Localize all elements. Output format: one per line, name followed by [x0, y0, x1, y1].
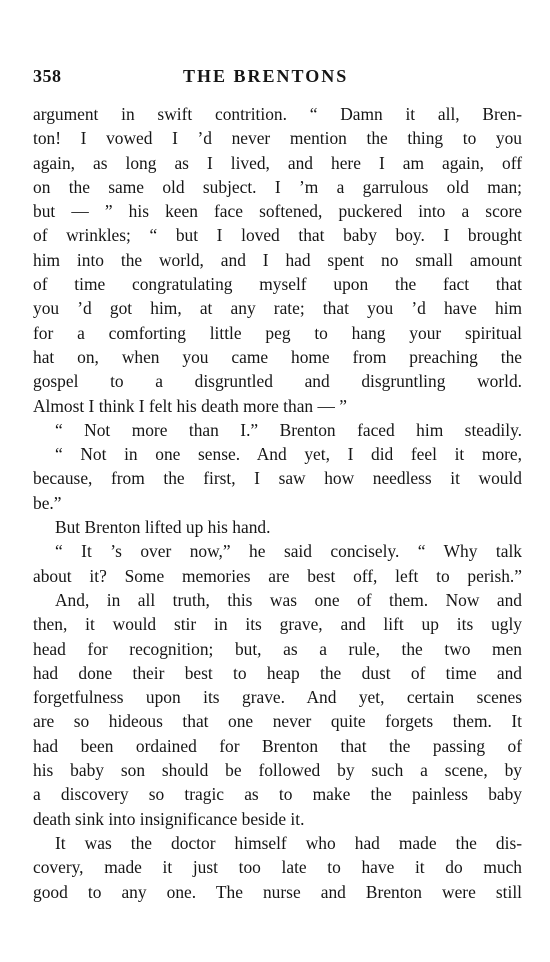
text-line: but — ” his keen face softened, puckered into a score [33, 201, 522, 222]
text-line: “ Not in one sense. And yet, I did feel it more, [55, 444, 522, 465]
text-line: again, as long as I lived, and here I am again, off [33, 152, 522, 173]
text-line: a discovery so tragic as to make the painless baby [33, 784, 522, 805]
text-line: And, in all truth, this was one of them. Now and [55, 589, 522, 610]
text-line: “ It ’s over now,” he said concisely. “ Why talk [55, 541, 522, 562]
text-line: head for recognition; but, as a rule, the two men [33, 638, 522, 659]
text-line: because, from the first, I saw how needless it would [33, 468, 522, 489]
text-line: argument in swift contrition. “ Damn it all, Bren- [33, 104, 522, 124]
text-line: be.” [33, 492, 62, 513]
text-line: ton! I vowed I ’d never mention the thing to you [33, 128, 522, 149]
page-number: 358 [33, 66, 62, 86]
text-line: hat on, when you came home from preaching the [33, 346, 522, 367]
text-line: on the same old subject. I ’m a garrulous old man; [33, 176, 522, 197]
running-title: THE BRENTONS [183, 66, 349, 86]
running-head [33, 66, 522, 94]
text-line: him into the world, and I had spent no small amount [33, 249, 522, 270]
text-line: of wrinkles; “ but I loved that baby boy. I brought [33, 225, 522, 246]
text-line: of time congratulating myself upon the fact that [33, 274, 522, 295]
text-line: death sink into insignificance beside it. [33, 808, 305, 829]
text-line: are so hideous that one never quite forgets them. It [33, 711, 522, 732]
text-line: you ’d got him, at any rate; that you ’d have him [33, 298, 522, 319]
text-line: about it? Some memories are best off, left to perish.” [33, 565, 522, 586]
text-line: then, it would stir in its grave, and lift up its ugly [33, 614, 522, 635]
text-line: gospel to a disgruntled and disgruntling world. [33, 371, 522, 392]
text-line: had been ordained for Brenton that the passing of [33, 735, 522, 756]
text-line: Almost I think I felt his death more than — ” [33, 395, 347, 416]
text-line: his baby son should be followed by such a scene, by [33, 760, 522, 781]
text-line: forgetfulness upon its grave. And yet, certain scenes [33, 687, 522, 708]
text-line: good to any one. The nurse and Brenton were still [33, 881, 522, 902]
text-line: covery, made it just too late to have it do much [33, 857, 522, 878]
text-line: for a comforting little peg to hang your spiritual [33, 322, 522, 343]
text-line: had done their best to heap the dust of time and [33, 662, 522, 683]
text-line: It was the doctor himself who had made the dis- [55, 832, 522, 853]
text-line: “ Not more than I.” Brenton faced him steadily. [55, 419, 522, 440]
body-text [33, 102, 522, 904]
text-line: But Brenton lifted up his hand. [55, 517, 271, 538]
